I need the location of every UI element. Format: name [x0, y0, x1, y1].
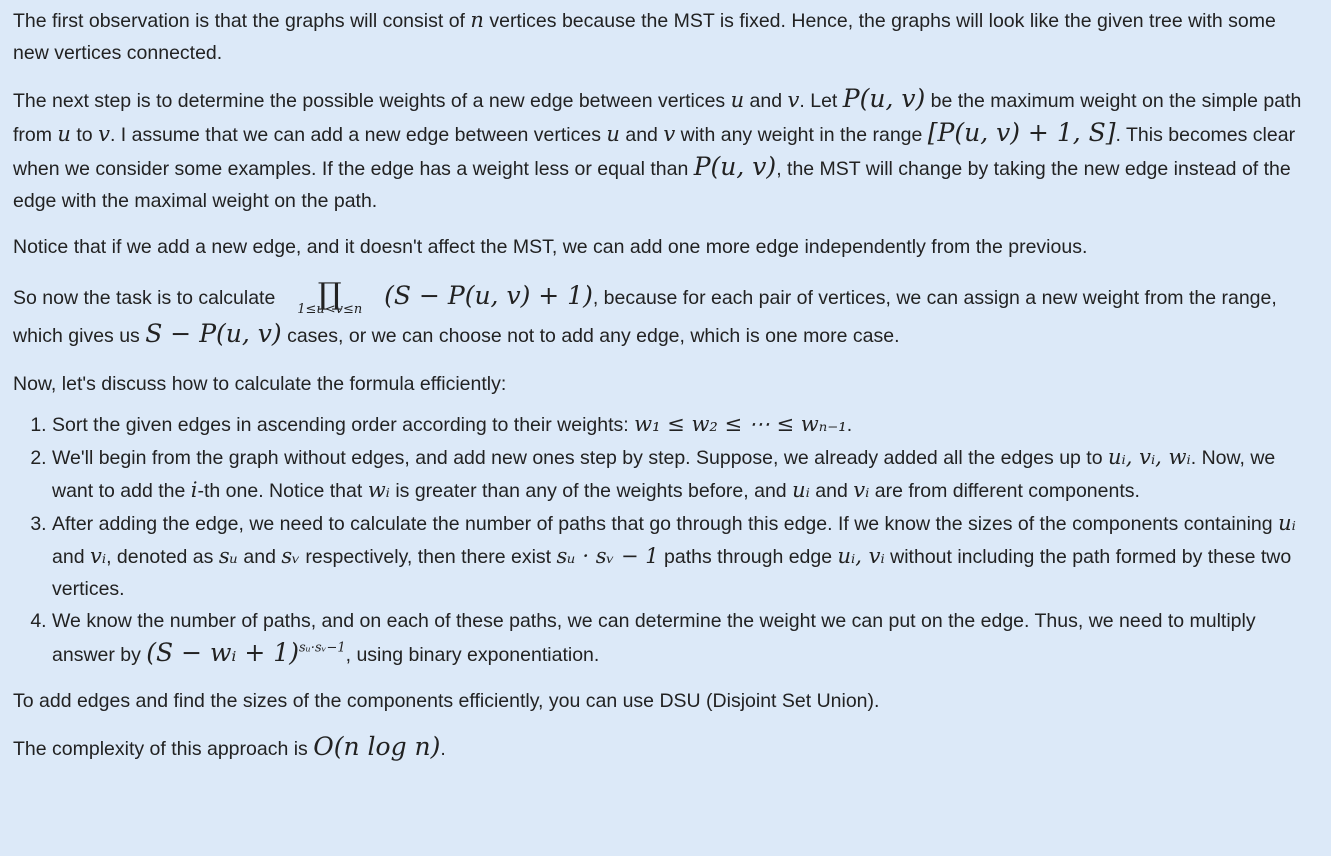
math-base: (S − wᵢ + 1) [146, 638, 299, 667]
text: with any weight in the range [680, 124, 923, 146]
math-vi: vᵢ [89, 544, 107, 568]
text: respectively, then there exist [305, 546, 552, 568]
text: -th one. Notice that [197, 480, 363, 502]
paragraph-independence: Notice that if we add a new edge, and it doesn't affect the MST, we can add one more edge independently from the previous. [13, 236, 1088, 258]
product-symbol: ∏ [317, 277, 342, 312]
math-vi: vᵢ [853, 478, 870, 502]
text: The first observation is that the graphs will consist of [13, 10, 465, 32]
text: , the MST will change by taking the new edge instead of the edge with the maximal weight on the path. [13, 158, 1291, 212]
text: be the maximum weight on the simple path from [13, 90, 1302, 146]
math-puv: P(u, v) [693, 152, 777, 181]
math-exponent: sᵤ·sᵥ−1 [298, 640, 346, 656]
text: . [440, 738, 446, 760]
math-edge: uᵢ, vᵢ, wᵢ [1107, 445, 1191, 469]
math-ui: uᵢ [792, 478, 810, 502]
math-v: v [663, 122, 676, 146]
math-range: [P(u, v) + 1, S] [927, 118, 1116, 147]
list-item [52, 507, 1317, 605]
text: . Now, we want to add the [52, 447, 1276, 502]
math-sv: sᵥ [281, 544, 300, 568]
text: cases, or we can choose not to add any edge, which is one more case. [287, 325, 900, 347]
math-v: v [98, 122, 110, 146]
text: . I assume that we can add a new edge between vertices [109, 124, 601, 146]
text: The next step is to determine the possible weights of a new edge between vertices [13, 90, 726, 112]
math-complexity: O(n log n) [313, 732, 441, 761]
math-puv: P(u, v) [842, 84, 926, 113]
text: and [52, 546, 85, 568]
math-cases: S − P(u, v) [145, 319, 282, 348]
math-ui: uᵢ [1278, 511, 1296, 535]
math-u: u [606, 122, 620, 146]
math-power [146, 638, 345, 667]
text: After adding the edge, we need to calculate the number of paths that go through this edge. If we know the sizes of the components containing [52, 513, 1273, 535]
paragraph-complexity [13, 731, 1317, 765]
text: . [846, 414, 853, 436]
text: The complexity of this approach is [13, 738, 308, 760]
math-i: i [190, 478, 198, 502]
text: paths through edge [664, 546, 833, 568]
text: are from different components. [874, 480, 1140, 502]
text: and [243, 546, 276, 568]
text: vertices because the MST is fixed. Hence, the graphs will look like the given tree with some new vertices connected. [13, 10, 1276, 64]
paragraph-edge-weights [13, 83, 1317, 217]
math-wi: wᵢ [367, 478, 390, 502]
text: and [625, 124, 658, 146]
text: and [815, 480, 848, 502]
math-n: n [470, 8, 484, 32]
text: , using binary exponentiation. [345, 644, 600, 666]
text: , denoted as [106, 546, 214, 568]
math-v: v [787, 88, 800, 112]
text: We'll begin from the graph without edges, and add new ones step by step. Suppose, we already added all the edges up to [52, 447, 1103, 469]
math-u: u [730, 88, 745, 112]
math-product [281, 277, 379, 316]
list-item [52, 408, 1317, 441]
text: to [76, 124, 93, 146]
text: . Let [799, 90, 838, 112]
text: and [749, 90, 783, 112]
math-edge: uᵢ, vᵢ [837, 544, 885, 568]
paragraph-dsu: To add edges and find the sizes of the components efficiently, you can use DSU (Disjoint Set Union). [13, 690, 880, 712]
list-item [52, 605, 1317, 671]
math-u: u [57, 122, 71, 146]
text: is greater than any of the weights before, and [395, 480, 787, 502]
paragraph-observation [13, 4, 1317, 69]
text: We know the number of paths, and on each of these paths, we can determine the weight we can put on the edge. Thus, we need to multiply answer by [52, 610, 1256, 666]
text: Sort the given edges in ascending order according to their weights: [52, 414, 629, 436]
math-weights: w₁ ≤ w₂ ≤ ⋯ ≤ wₙ₋₁ [634, 412, 847, 436]
math-paths: sᵤ · sᵥ − 1 [556, 544, 659, 568]
math-su: sᵤ [218, 544, 238, 568]
product-subscript: 1≤u<v≤n [297, 302, 363, 317]
steps-list [13, 408, 1317, 671]
text: So now the task is to calculate [13, 287, 276, 309]
text: , because for each pair of vertices, we can assign a new weight from the range, which gives us [13, 287, 1277, 347]
text: . This becomes clear when we consider some examples. If the edge has a weight less or equal than [13, 124, 1296, 180]
paragraph-product-formula [13, 277, 1317, 354]
text: without including the path formed by these two vertices. [52, 546, 1292, 600]
list-item [52, 441, 1317, 507]
paragraph-efficient: Now, let's discuss how to calculate the formula efficiently: [13, 373, 507, 395]
math-product-expr: (S − P(u, v) + 1) [384, 281, 593, 310]
